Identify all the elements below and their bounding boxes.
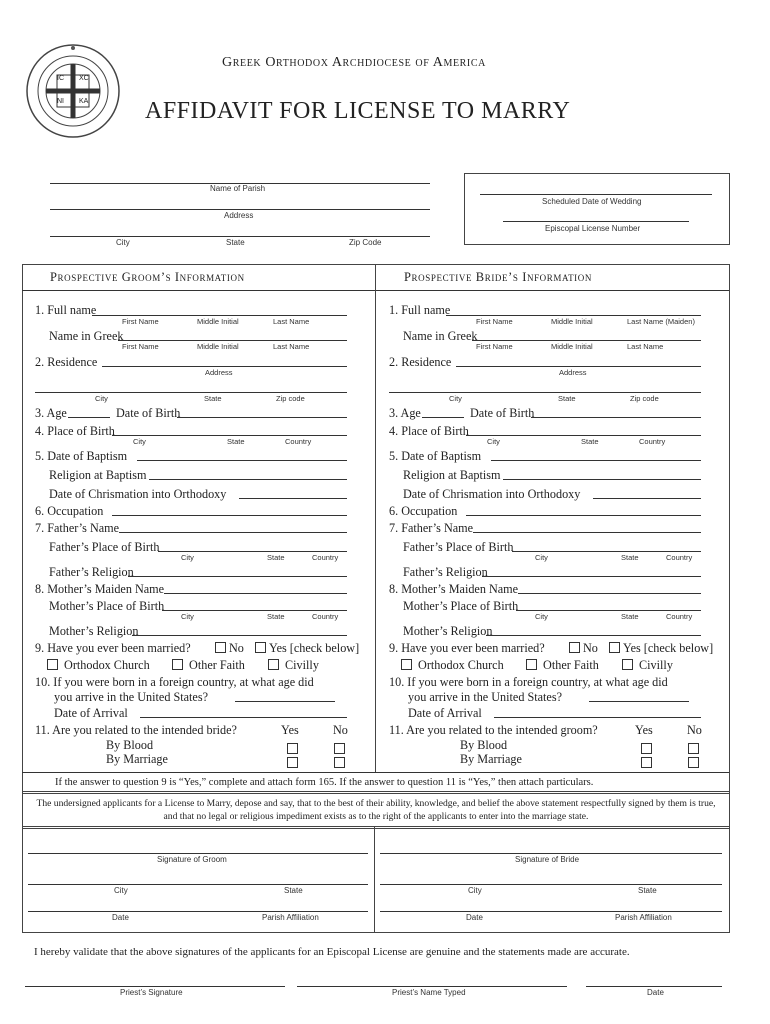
seal-ic: IC xyxy=(57,75,64,82)
groom-pob-country-label: Country xyxy=(285,437,312,446)
groom-baptism-religion-line[interactable] xyxy=(149,479,347,480)
bride-related-no-header: No xyxy=(687,723,702,737)
groom-age-label: 3. Age xyxy=(35,406,67,420)
bride-father-state-label: State xyxy=(621,553,639,562)
groom-city-line[interactable] xyxy=(28,884,368,885)
bride-mother-maiden-line[interactable] xyxy=(518,593,701,594)
bride-father-pob-line[interactable] xyxy=(512,551,701,552)
bride-zip-label: Zip code xyxy=(630,394,659,403)
groom-orthodox-option[interactable] xyxy=(47,658,150,673)
groom-sig-city-label: City xyxy=(114,886,128,895)
bride-pob-label: 4. Place of Birth xyxy=(389,424,469,438)
wedding-date-line[interactable] xyxy=(480,194,712,195)
bride-father-name-label: 7. Father’s Name xyxy=(389,521,474,535)
groom-foreign-q-label: 10. If you were born in a foreign country, at what age did xyxy=(35,675,314,689)
groom-related-no-header: No xyxy=(333,723,348,737)
bride-father-religion-line[interactable] xyxy=(482,576,701,577)
bride-mother-religion-label: Mother’s Religion xyxy=(403,624,493,638)
groom-father-country-label: Country xyxy=(312,553,339,562)
wedding-date-label: Scheduled Date of Wedding xyxy=(542,197,642,206)
priest-name-line[interactable] xyxy=(297,986,567,987)
bride-city-label: City xyxy=(449,394,462,403)
groom-father-religion-label: Father’s Religion xyxy=(49,565,134,579)
groom-chrismation-line[interactable] xyxy=(239,498,347,499)
bride-mother-pob-line[interactable] xyxy=(516,610,701,611)
groom-sig-date-label: Date xyxy=(112,913,129,922)
bride-marriage-label: By Marriage xyxy=(460,752,522,766)
bride-pob-state-label: State xyxy=(581,437,599,446)
groom-occupation-line[interactable] xyxy=(112,515,347,516)
groom-married-label: 9. Have you ever been married? xyxy=(35,641,191,655)
seal-ni: NI xyxy=(57,98,64,105)
parish-city-label: City xyxy=(116,238,130,247)
groom-state-label: State xyxy=(204,394,222,403)
bride-date-line[interactable] xyxy=(380,911,722,912)
priest-date-line[interactable] xyxy=(586,986,722,987)
groom-father-pob-line[interactable] xyxy=(158,551,347,552)
groom-residence-city-line[interactable] xyxy=(35,392,347,393)
validation-statement: I hereby validate that the above signatures of the applicants for an Episcopal License are genuine and the statements made are accurate. xyxy=(34,946,630,958)
bride-married-no-option[interactable] xyxy=(569,641,598,656)
groom-pob-state-label: State xyxy=(227,437,245,446)
archdiocese-seal xyxy=(24,42,122,140)
groom-mother-pob-label: Mother’s Place of Birth xyxy=(49,599,165,613)
groom-greek-last-label: Last Name xyxy=(273,342,310,351)
groom-pob-label: 4. Place of Birth xyxy=(35,424,115,438)
bride-mother-country-label: Country xyxy=(666,612,693,621)
parish-city-line[interactable] xyxy=(50,236,430,237)
bride-father-name-line[interactable] xyxy=(473,532,701,533)
groom-civilly-option[interactable] xyxy=(268,658,319,673)
bride-last-name-label: Last Name (Maiden) xyxy=(627,317,695,326)
groom-dob-line[interactable] xyxy=(177,417,347,418)
bride-sig-parish-label: Parish Affiliation xyxy=(615,913,672,922)
groom-other-faith-option[interactable] xyxy=(172,658,245,673)
bride-first-name-label: First Name xyxy=(476,317,513,326)
license-number-label: Episcopal License Number xyxy=(545,224,641,233)
groom-greek-name-label: Name in Greek xyxy=(49,329,124,343)
groom-baptism-date-label: 5. Date of Baptism xyxy=(35,449,128,463)
bride-pob-line[interactable] xyxy=(466,435,701,436)
declaration-text: The undersigned applicants for a License to Marry, depose and say, that to the best of their ability, knowledge, and belief the above statement respectfully signed by them is true, and that no legal or religious impediment exists as to the right of the applicants to enter into the marriage state. xyxy=(36,798,716,822)
bride-greek-first-label: First Name xyxy=(476,342,513,351)
groom-father-name-line[interactable] xyxy=(119,532,347,533)
bride-middle-initial-label: Middle Initial xyxy=(551,317,593,326)
bride-related-label: 11. Are you related to the intended groom? xyxy=(389,723,598,737)
bride-state-label: State xyxy=(558,394,576,403)
bride-other-faith-text: Other Faith xyxy=(543,658,599,672)
bride-arrival-age-line[interactable] xyxy=(589,701,689,702)
seal-xc: XC xyxy=(79,75,89,82)
bride-orthodox-checkbox[interactable] xyxy=(401,659,412,670)
bride-marriage-yes-checkbox[interactable] xyxy=(641,754,655,772)
groom-signature-label: Signature of Groom xyxy=(157,855,227,864)
groom-greek-middle-label: Middle Initial xyxy=(197,342,239,351)
bride-dob-label: Date of Birth xyxy=(470,406,535,420)
license-number-line[interactable] xyxy=(503,221,689,222)
signature-divider xyxy=(374,826,375,932)
groom-father-name-label: 7. Father’s Name xyxy=(35,521,120,535)
bride-sig-state-label: State xyxy=(638,886,657,895)
bride-other-faith-option[interactable] xyxy=(526,658,599,673)
bride-baptism-religion-line[interactable] xyxy=(503,479,701,480)
groom-first-name-label: First Name xyxy=(122,317,159,326)
groom-residence-line[interactable] xyxy=(102,366,347,367)
groom-orthodox-text: Orthodox Church xyxy=(64,658,150,672)
parish-state-label: State xyxy=(226,238,245,247)
groom-signature-line[interactable] xyxy=(28,853,368,854)
bride-baptism-religion-label: Religion at Baptism xyxy=(403,468,501,482)
groom-mother-pob-line[interactable] xyxy=(162,610,347,611)
bride-married-no-checkbox[interactable] xyxy=(569,642,580,653)
bride-baptism-date-label: 5. Date of Baptism xyxy=(389,449,482,463)
groom-married-no-text: No xyxy=(229,641,244,655)
groom-foreign-q-label-2: you arrive in the United States? xyxy=(54,690,208,704)
bride-greek-name-line[interactable] xyxy=(472,340,701,341)
bride-mother-state-label: State xyxy=(621,612,639,621)
groom-related-label: 11. Are you related to the intended bride? xyxy=(35,723,237,737)
bride-pob-city-label: City xyxy=(487,437,500,446)
parish-address-line[interactable] xyxy=(50,209,430,210)
groom-city-label: City xyxy=(95,394,108,403)
groom-mother-country-label: Country xyxy=(312,612,339,621)
bride-occupation-label: 6. Occupation xyxy=(389,504,458,518)
groom-mother-maiden-label: 8. Mother’s Maiden Name xyxy=(35,582,165,596)
groom-married-yes-checkbox[interactable] xyxy=(255,642,266,653)
groom-mother-state-label: State xyxy=(267,612,285,621)
note-divider xyxy=(22,772,729,773)
groom-marriage-yes-checkbox[interactable] xyxy=(287,754,301,772)
bride-blood-label: By Blood xyxy=(460,738,508,752)
groom-middle-initial-label: Middle Initial xyxy=(197,317,239,326)
groom-zip-label: Zip code xyxy=(276,394,305,403)
bride-sig-date-label: Date xyxy=(466,913,483,922)
bride-orthodox-option[interactable] xyxy=(401,658,504,673)
priest-date-label: Date xyxy=(647,988,664,997)
groom-other-faith-text: Other Faith xyxy=(189,658,245,672)
bride-greek-name-label: Name in Greek xyxy=(403,329,478,343)
bride-residence-line[interactable] xyxy=(456,366,701,367)
bride-married-no-text: No xyxy=(583,641,598,655)
groom-full-name-label: 1. Full name xyxy=(35,303,97,317)
bride-civilly-checkbox[interactable] xyxy=(622,659,633,670)
bride-mother-maiden-label: 8. Mother’s Maiden Name xyxy=(389,582,519,596)
groom-related-yes-header: Yes xyxy=(281,723,299,737)
groom-occupation-label: 6. Occupation xyxy=(35,504,104,518)
groom-blood-label: By Blood xyxy=(106,738,154,752)
groom-baptism-religion-label: Religion at Baptism xyxy=(49,468,147,482)
bride-mother-pob-label: Mother’s Place of Birth xyxy=(403,599,519,613)
bride-related-yes-header: Yes xyxy=(635,723,653,737)
groom-dob-label: Date of Birth xyxy=(116,406,181,420)
attachment-note: If the answer to question 9 is “Yes,” complete and attach form 165. If the answer to question 11 is “Yes,” then attach particulars. xyxy=(55,777,594,788)
groom-marriage-no-checkbox[interactable] xyxy=(334,754,348,772)
groom-address-label: Address xyxy=(205,368,233,377)
groom-pob-city-label: City xyxy=(133,437,146,446)
groom-married-yes-option[interactable] xyxy=(255,641,359,656)
parish-name-label: Name of Parish xyxy=(210,184,266,193)
page-title: AFFIDAVIT FOR LICENSE TO MARRY xyxy=(145,98,571,124)
groom-mother-religion-line[interactable] xyxy=(132,635,347,636)
bride-residence-label: 2. Residence xyxy=(389,355,452,369)
groom-full-name-line[interactable] xyxy=(92,315,347,316)
groom-sig-parish-label: Parish Affiliation xyxy=(262,913,319,922)
bride-chrismation-line[interactable] xyxy=(593,498,701,499)
bride-age-label: 3. Age xyxy=(389,406,421,420)
groom-father-religion-line[interactable] xyxy=(128,576,347,577)
bride-foreign-q-label: 10. If you were born in a foreign country, at what age did xyxy=(389,675,668,689)
groom-date-line[interactable] xyxy=(28,911,368,912)
groom-father-state-label: State xyxy=(267,553,285,562)
groom-mother-maiden-line[interactable] xyxy=(164,593,347,594)
bride-married-yes-option[interactable] xyxy=(609,641,713,656)
groom-mother-city-label: City xyxy=(181,612,194,621)
wedding-box xyxy=(464,173,730,245)
groom-sig-state-label: State xyxy=(284,886,303,895)
groom-father-pob-label: Father’s Place of Birth xyxy=(49,540,160,554)
groom-civilly-text: Civilly xyxy=(285,658,319,672)
bride-greek-middle-label: Middle Initial xyxy=(551,342,593,351)
bride-marriage-no-checkbox[interactable] xyxy=(688,754,702,772)
groom-mother-religion-label: Mother’s Religion xyxy=(49,624,139,638)
bride-civilly-option[interactable] xyxy=(622,658,673,673)
bride-dob-line[interactable] xyxy=(531,417,701,418)
parish-address-label: Address xyxy=(224,211,254,220)
bride-city-line[interactable] xyxy=(380,884,722,885)
groom-last-name-label: Last Name xyxy=(273,317,310,326)
seal-ka: KA xyxy=(79,98,89,105)
groom-married-yes-text: Yes [check below] xyxy=(269,641,360,655)
groom-married-no-option[interactable] xyxy=(215,641,244,656)
groom-heading: Prospective Groom’s Information xyxy=(50,270,245,284)
bride-married-label: 9. Have you ever been married? xyxy=(389,641,545,655)
bride-civilly-text: Civilly xyxy=(639,658,673,672)
bride-full-name-line[interactable] xyxy=(446,315,701,316)
groom-chrismation-label: Date of Chrismation into Orthodoxy xyxy=(49,487,227,501)
groom-father-city-label: City xyxy=(181,553,194,562)
bride-sig-city-label: City xyxy=(468,886,482,895)
bride-father-religion-label: Father’s Religion xyxy=(403,565,488,579)
groom-marriage-label: By Marriage xyxy=(106,752,168,766)
bride-mother-city-label: City xyxy=(535,612,548,621)
priest-name-label: Priest’s Name Typed xyxy=(392,988,466,997)
bride-signature-line[interactable] xyxy=(380,853,722,854)
priest-signature-label: Priest’s Signature xyxy=(120,988,183,997)
bride-occupation-line[interactable] xyxy=(466,515,701,516)
bride-greek-last-label: Last Name xyxy=(627,342,664,351)
bride-father-country-label: Country xyxy=(666,553,693,562)
bride-full-name-label: 1. Full name xyxy=(389,303,451,317)
bride-married-yes-checkbox[interactable] xyxy=(609,642,620,653)
bride-arrival-date-line[interactable] xyxy=(494,717,701,718)
bride-heading: Prospective Bride’s Information xyxy=(404,270,592,284)
groom-arrival-date-label: Date of Arrival xyxy=(54,706,128,720)
groom-other-faith-checkbox[interactable] xyxy=(172,659,183,670)
bride-orthodox-text: Orthodox Church xyxy=(418,658,504,672)
bride-chrismation-label: Date of Chrismation into Orthodoxy xyxy=(403,487,581,501)
bride-foreign-q-label-2: you arrive in the United States? xyxy=(408,690,562,704)
bride-married-yes-text: Yes [check below] xyxy=(623,641,714,655)
groom-pob-line[interactable] xyxy=(112,435,347,436)
bride-pob-country-label: Country xyxy=(639,437,666,446)
groom-civilly-checkbox[interactable] xyxy=(268,659,279,670)
groom-married-no-checkbox[interactable] xyxy=(215,642,226,653)
groom-residence-label: 2. Residence xyxy=(35,355,98,369)
bride-father-city-label: City xyxy=(535,553,548,562)
org-name: Greek Orthodox Archdiocese of America xyxy=(222,55,486,70)
groom-greek-name-line[interactable] xyxy=(118,340,347,341)
groom-arrival-date-line[interactable] xyxy=(140,717,347,718)
groom-baptism-date-line[interactable] xyxy=(137,460,347,461)
bride-arrival-date-label: Date of Arrival xyxy=(408,706,482,720)
bride-mother-religion-line[interactable] xyxy=(486,635,701,636)
groom-arrival-age-line[interactable] xyxy=(235,701,335,702)
bride-address-label: Address xyxy=(559,368,587,377)
bride-father-pob-label: Father’s Place of Birth xyxy=(403,540,514,554)
parish-zip-label: Zip Code xyxy=(349,238,382,247)
column-divider xyxy=(375,264,376,772)
bride-residence-city-line[interactable] xyxy=(389,392,701,393)
groom-age-line[interactable] xyxy=(68,417,110,418)
priest-signature-line[interactable] xyxy=(25,986,285,987)
bride-baptism-date-line[interactable] xyxy=(491,460,701,461)
bride-age-line[interactable] xyxy=(422,417,464,418)
bride-other-faith-checkbox[interactable] xyxy=(526,659,537,670)
groom-greek-first-label: First Name xyxy=(122,342,159,351)
groom-orthodox-checkbox[interactable] xyxy=(47,659,58,670)
bride-signature-label: Signature of Bride xyxy=(515,855,580,864)
